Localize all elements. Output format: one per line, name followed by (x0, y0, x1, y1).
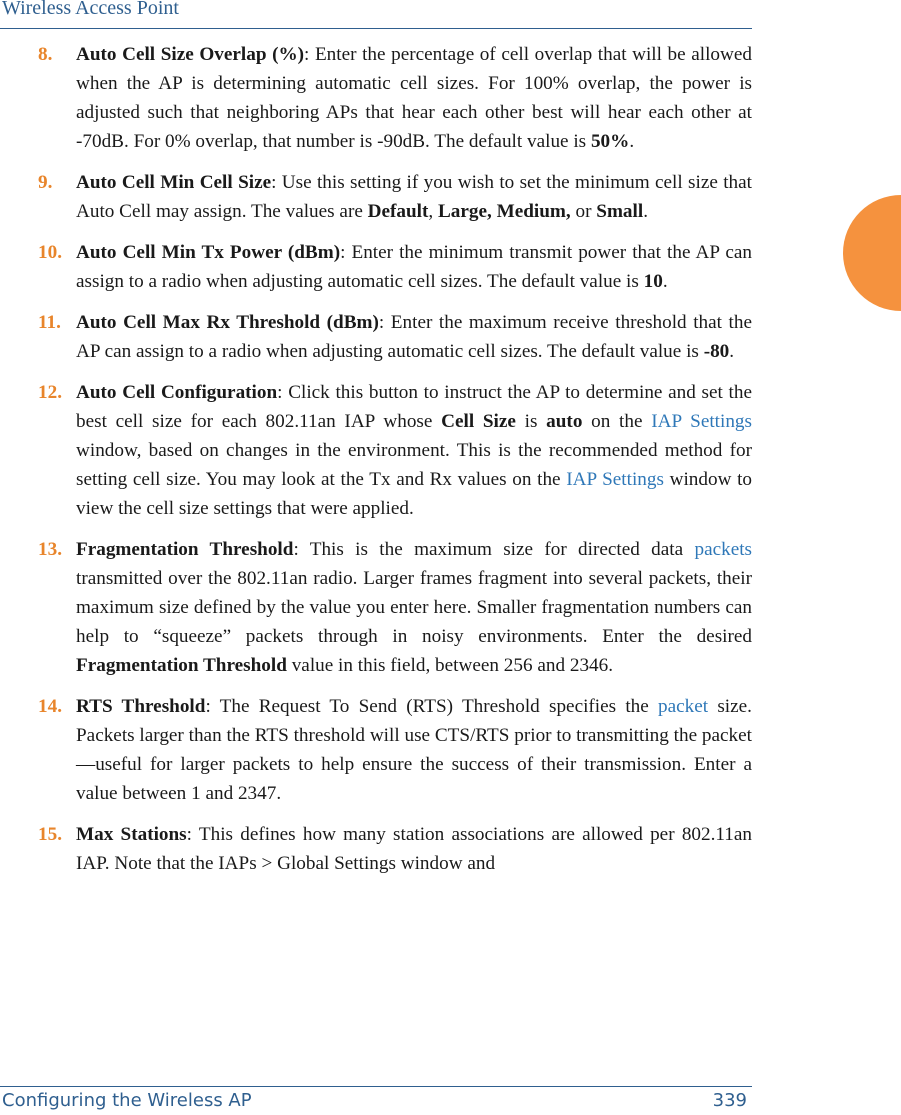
item-number: 15. (38, 824, 62, 845)
item-term: Max Stations (76, 824, 187, 845)
item-number: 13. (38, 539, 62, 560)
item-text (76, 168, 752, 226)
item-body: : This is the maximum size for directed data (293, 539, 695, 560)
list-item-auto-cell-min-tx-power (38, 238, 752, 296)
item-body-end: value in this field, between 256 and 2346. (286, 655, 614, 676)
item-body: : The Request To Send (RTS) Threshold specifies the (205, 696, 659, 717)
list-item-auto-cell-configuration (38, 378, 752, 523)
item-body: : Enter the minimum transmit power that the AP can assign to a radio when adjusting automatic cell sizes. The default value is (76, 242, 752, 292)
item-text (76, 535, 752, 680)
item-body: , (428, 201, 438, 222)
list-item-auto-cell-min-cell-size (38, 168, 752, 226)
item-body: window, based on changes in the environment. This is the recommended method for setting cell size. You may look at the Tx and Rx values on the (76, 440, 752, 490)
item-number: 9. (38, 172, 53, 193)
page-header (0, 0, 752, 29)
item-body: : Click this button to instruct the AP to determine and set the best cell size for each 802.11an IAP whose (76, 382, 752, 432)
list-item-max-stations (38, 820, 752, 878)
item-text (76, 40, 752, 156)
item-number: 14. (38, 696, 62, 717)
option-default: Default (367, 201, 429, 222)
item-body: transmitted over the 802.11an radio. Larger frames fragment into several packets, their maximum size defined by the value you enter here. Smaller fragmentation numbers can help to “squeeze” packets through in noisy environments. Enter the desired (76, 568, 752, 647)
item-text (76, 820, 752, 878)
list-item-auto-cell-max-rx-threshold (38, 308, 752, 366)
item-body-end: . (629, 131, 635, 152)
item-body: is (515, 411, 547, 432)
item-term: Auto Cell Max Rx Threshold (dBm) (76, 312, 379, 333)
packets-link[interactable]: packets (694, 539, 753, 560)
fragmentation-threshold-term: Fragmentation Threshold (76, 655, 287, 676)
item-text (76, 308, 752, 366)
item-number: 11. (38, 312, 61, 333)
item-term: RTS Threshold (76, 696, 206, 717)
page-number: 339 (712, 1090, 747, 1111)
item-term: Auto Cell Min Tx Power (dBm) (76, 242, 341, 263)
item-text (76, 238, 752, 296)
footer-section-title: Configuring the Wireless AP (2, 1090, 252, 1111)
item-body-end: size. Packets larger than the RTS threshold will use CTS/RTS prior to transmitting the packet—useful for larger packets to help ensure the success of their transmission. Enter a value between 1 and 2347. (76, 696, 752, 804)
item-body: : Use this setting if you wish to set the minimum cell size that Auto Cell may assign. The values are (76, 172, 752, 222)
option-large-medium: Large, Medium, (438, 201, 571, 222)
item-term: Fragmentation Threshold (76, 539, 294, 560)
option-small: Small (596, 201, 644, 222)
item-text (76, 692, 752, 808)
list-item-fragmentation-threshold (38, 535, 752, 680)
item-term: Auto Cell Size Overlap (%) (76, 44, 305, 65)
auto-term: auto (546, 411, 583, 432)
item-body: on the (582, 411, 652, 432)
item-number: 8. (38, 44, 53, 65)
item-term: Auto Cell Min Cell Size (76, 172, 272, 193)
item-text (76, 378, 752, 523)
item-term: Auto Cell Configuration (76, 382, 278, 403)
packet-link[interactable]: packet (658, 696, 709, 717)
item-body-end: window to view the cell size settings that were applied. (76, 469, 752, 519)
item-body-end: . (662, 271, 668, 292)
default-value: 10 (643, 271, 663, 292)
chapter-tab-marker (843, 195, 901, 311)
item-number: 12. (38, 382, 62, 403)
list-item-rts-threshold (38, 692, 752, 808)
cell-size-term: Cell Size (441, 411, 516, 432)
item-body-end: . (729, 341, 735, 362)
iap-settings-link[interactable]: IAP Settings (651, 411, 752, 432)
default-value: -80 (703, 341, 730, 362)
item-body: : Enter the maximum receive threshold that the AP can assign to a radio when adjusting automatic cell sizes. The default value is (76, 312, 752, 362)
iap-settings-link-2[interactable]: IAP Settings (566, 469, 664, 490)
page-footer (0, 1086, 752, 1115)
item-number: 10. (38, 242, 62, 263)
list-item-auto-cell-size-overlap (38, 40, 752, 156)
document-body (38, 40, 752, 890)
default-value: 50% (590, 131, 630, 152)
item-body: or (570, 201, 597, 222)
item-body: : Enter the percentage of cell overlap that will be allowed when the AP is determining automatic cell sizes. For 100% overlap, the power is adjusted such that neighboring APs that hear each other best will hear each other at -70dB. For 0% overlap, that number is -90dB. The default value is (76, 44, 752, 152)
item-body-end: . (643, 201, 648, 222)
header-title: Wireless Access Point (2, 0, 179, 19)
item-body: : This defines how many station associations are allowed per 802.11an IAP. Note that the IAPs > Global Settings window and (76, 824, 753, 874)
